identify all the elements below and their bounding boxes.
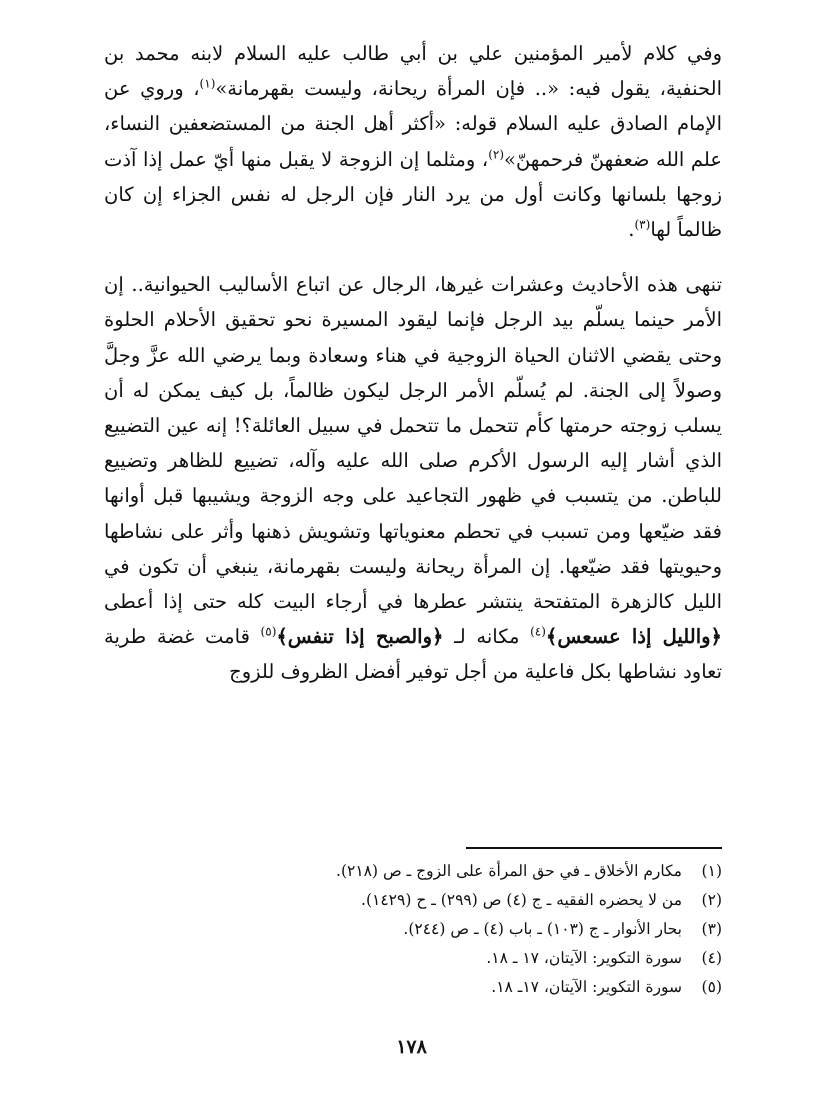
footnote-reference: (٣): [634, 217, 651, 232]
footnote-text: بحار الأنوار ـ ج (١٠٣) ـ باب (٤) ـ ص (٢٤٤).: [403, 920, 682, 938]
footnote: [104, 973, 722, 1002]
footnote: [104, 915, 722, 944]
footnote-reference: (٤): [530, 624, 546, 639]
footnote-reference: (٢): [488, 147, 505, 162]
main-text: [104, 36, 722, 690]
footnote-number: (٥): [701, 978, 722, 996]
text-segment: وفي كلام لأمير المؤمنين علي بن أبي طالب عليه السلام لابنه محمد بن الحنفية، يقول فيه: «.. فإن المرأة ريحانة، وليست بقهرمانة»: [104, 42, 722, 101]
footnote-reference: (٥): [260, 624, 277, 639]
paragraph: [104, 267, 722, 689]
footnote-number: (٣): [701, 920, 722, 938]
footnote-text: مكارم الأخلاق ـ في حق المرأة على الزوج ـ ص (٢١٨).: [336, 862, 682, 880]
text-segment: مكانه لـ: [443, 625, 531, 649]
footnote-number: (١): [701, 862, 722, 880]
footnote-number: (٢): [701, 891, 722, 909]
footnote-divider: [466, 847, 722, 849]
footnotes: [104, 857, 722, 1002]
quran-quote: ﴿والليل إذا عسعس﴾: [545, 625, 722, 649]
paragraph: [104, 36, 722, 247]
footnote-reference: (١): [199, 76, 216, 91]
footnote: [104, 944, 722, 973]
footnote-text: من لا يحضره الفقيه ـ ج (٤) ص (٢٩٩) ـ ح (١٤٢٩).: [361, 891, 682, 909]
footnote-text: سورة التكوير: الآيتان، ١٧ ـ ١٨.: [486, 949, 682, 967]
page-number: ١٧٨: [396, 1036, 427, 1058]
footnote-number: (٤): [701, 949, 722, 967]
text-segment: ، ومثلما إن الزوجة لا يقبل منها أيّ عمل إذا آذت زوجها بلسانها وكانت أول من يرد النار فإن الرجل له نفس الجزاء إن كان ظالماً لها: [104, 147, 722, 242]
footnote: [104, 857, 722, 886]
text-segment: تنهى هذه الأحاديث وعشرات غيرها، الرجال عن اتباع الأساليب الحيوانية.. إن الأمر حينما يسلّم بيد الرجل فإنما ليقود المسيرة نحو تحقيق الأحلام الحلوة وحتى يقضي الاثنان الحياة الزوجية في هناء وسعادة وبما يرضي الله عزَّ وجلَّ وصولاً إلى الجنة. لم يُسلّم الأمر الرجل ليكون ظالماً، بل كيف يمكن له أن يسلب زوجته حرمتها كأم تتحمل ما تتحمل في سبيل العائلة؟! إنه عين التضييع الذي أشار إليه الرسول الأكرم صلى الله عليه وآله، تضييع للظاهر وتضييع للباطن. من يتسبب في ظهور التجاعيد على وجه الزوجة ويشيبها قبل أوانها فقد ضيّعها ومن تسبب في تحطم معنوياتها وتشويش ذهنها وأثر على نشاطها وحيويتها فقد ضيّعها. إن المرأة ريحانة وليست بقهرمانة، ينبغي أن تكون في الليل كالزهرة المتفتحة ينتشر عطرها في أرجاء البيت كله حتى إذا أعطى: [104, 273, 722, 614]
footnote: [104, 886, 722, 915]
quran-quote: ﴿والصبح إذا تنفس﴾: [276, 625, 444, 649]
text-segment: .: [628, 218, 635, 242]
footnote-text: سورة التكوير: الآيتان، ١٧ـ ١٨.: [491, 978, 682, 996]
text-segment: ، وروي عن الإمام الصادق عليه السلام قوله: «أكثر أهل الجنة من المستضعفين النساء، علم الله ضعفهنّ فرحمهنّ»: [104, 77, 722, 171]
text-segment: قامت غضة طرية تعاود نشاطها بكل فاعلية من أجل توفير أفضل الظروف للزوج: [104, 625, 722, 684]
